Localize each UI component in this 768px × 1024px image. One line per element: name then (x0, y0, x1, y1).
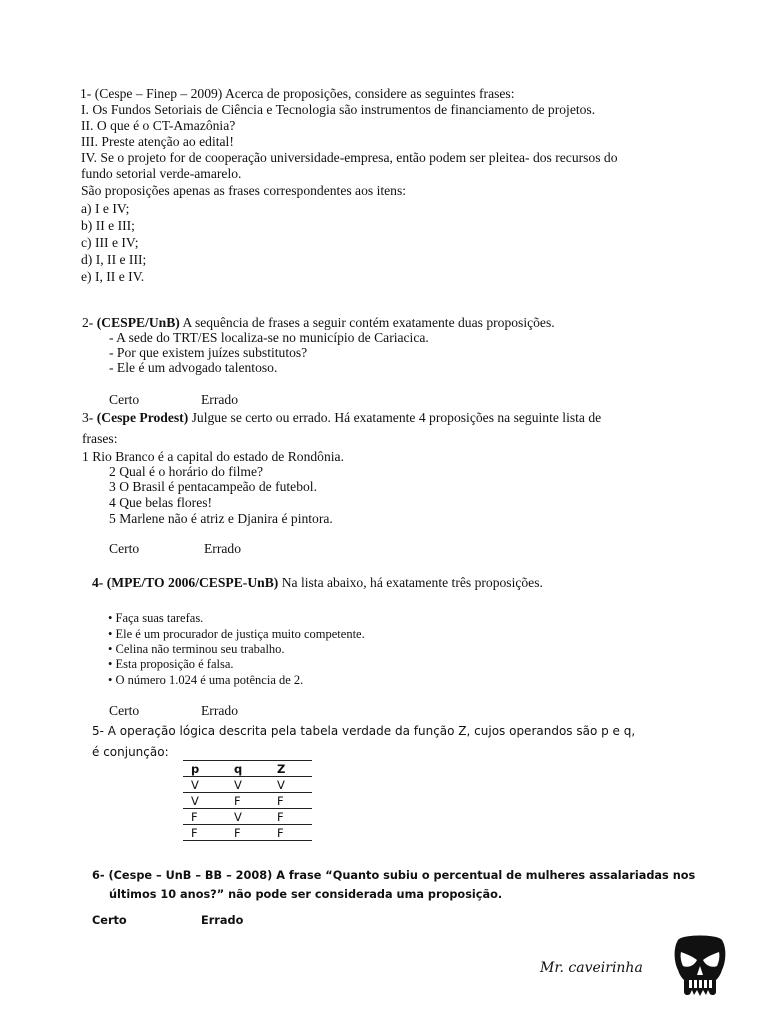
header-z: Z (269, 761, 312, 777)
table-row: V F F (183, 793, 312, 809)
q6-line: 6- (Cespe – UnB – BB – 2008) A frase “Quanto subiu o percentual de mulheres assalariadas nos (92, 869, 696, 882)
q2-errado: Errado (201, 392, 238, 407)
q3-errado: Errado (204, 541, 241, 556)
q3-item: 3 O Brasil é pentacampeão de futebol. (109, 479, 317, 494)
truth-table (183, 760, 312, 841)
skull-icon (672, 934, 728, 996)
q5-line: é conjunção: (92, 745, 169, 759)
q2-item: - Por que existem juízes substitutos? (109, 345, 308, 360)
q1-line: I. Os Fundos Setoriais de Ciência e Tecnologia são instrumentos de financiamento de projetos. (81, 102, 596, 117)
q1-line: IV. Se o projeto for de cooperação universidade-empresa, então podem ser pleitea- dos recursos do (81, 150, 618, 165)
q5-line: 5- A operação lógica descrita pela tabela verdade da função Z, cujos operandos são p e q, (92, 724, 636, 738)
q2-certo: Certo (109, 392, 140, 407)
q4-errado: Errado (201, 703, 238, 718)
q4-item: • Ele é um procurador de justiça muito competente. (108, 627, 365, 641)
q1-line: III. Preste atenção ao edital! (81, 134, 234, 149)
q1-option: a) I e IV; (81, 201, 130, 216)
q2-item: - Ele é um advogado talentoso. (109, 360, 278, 375)
q4-header: 4- (MPE/TO 2006/CESPE-UnB) Na lista abaixo, há exatamente três proposições. (92, 575, 543, 590)
q1-option: e) I, II e IV. (81, 269, 145, 284)
table-row: F F F (183, 825, 312, 841)
table-row: F V F (183, 809, 312, 825)
q1-line: São proposições apenas as frases correspondentes aos itens: (81, 183, 407, 198)
q6-certo: Certo (92, 914, 127, 927)
q4-source: 4- (MPE/TO 2006/CESPE-UnB) (92, 575, 279, 590)
q6-errado: Errado (201, 914, 244, 927)
q1-option: d) I, II e III; (81, 252, 147, 267)
q2-source: (CESPE/UnB) (96, 315, 180, 330)
q2-header: 2- (CESPE/UnB) A sequência de frases a seguir contém exatamente duas proposições. (82, 315, 555, 330)
header-p: p (183, 761, 226, 777)
q3-item: 5 Marlene não é atriz e Djanira é pintora. (109, 511, 333, 526)
q2-item: - A sede do TRT/ES localiza-se no município de Cariacica. (109, 330, 429, 345)
q1-option: b) II e III; (81, 218, 135, 233)
q6-line: últimos 10 anos?” não pode ser considerada uma proposição. (109, 888, 503, 901)
q3-header-cont: frases: (82, 431, 118, 446)
q4-item: • Esta proposição é falsa. (108, 657, 234, 671)
q3-certo: Certo (109, 541, 140, 556)
q3-header: 3- (Cespe Prodest) Julgue se certo ou errado. Há exatamente 4 proposições na seguinte lista de (82, 410, 602, 425)
header-q: q (226, 761, 269, 777)
q4-item: • Faça suas tarefas. (108, 611, 204, 625)
q4-item: • Celina não terminou seu trabalho. (108, 642, 285, 656)
q1-line: fundo setorial verde-amarelo. (81, 166, 242, 181)
q1-line: II. O que é o CT-Amazônia? (81, 118, 236, 133)
q4-item: • O número 1.024 é uma potência de 2. (108, 673, 304, 687)
q1-option: c) III e IV; (81, 235, 139, 250)
signature: Mr. caveirinha (540, 960, 643, 976)
q1-header: 1- (Cespe – Finep – 2009) Acerca de proposições, considere as seguintes frases: (80, 86, 515, 101)
truth-table-header (183, 761, 312, 777)
q3-source: (Cespe Prodest) (96, 410, 189, 425)
q3-item: 4 Que belas flores! (109, 495, 213, 510)
q3-item: 2 Qual é o horário do filme? (109, 464, 264, 479)
q3-item: 1 Rio Branco é a capital do estado de Rondônia. (82, 449, 344, 464)
q4-certo: Certo (109, 703, 140, 718)
table-row: V V V (183, 777, 312, 793)
